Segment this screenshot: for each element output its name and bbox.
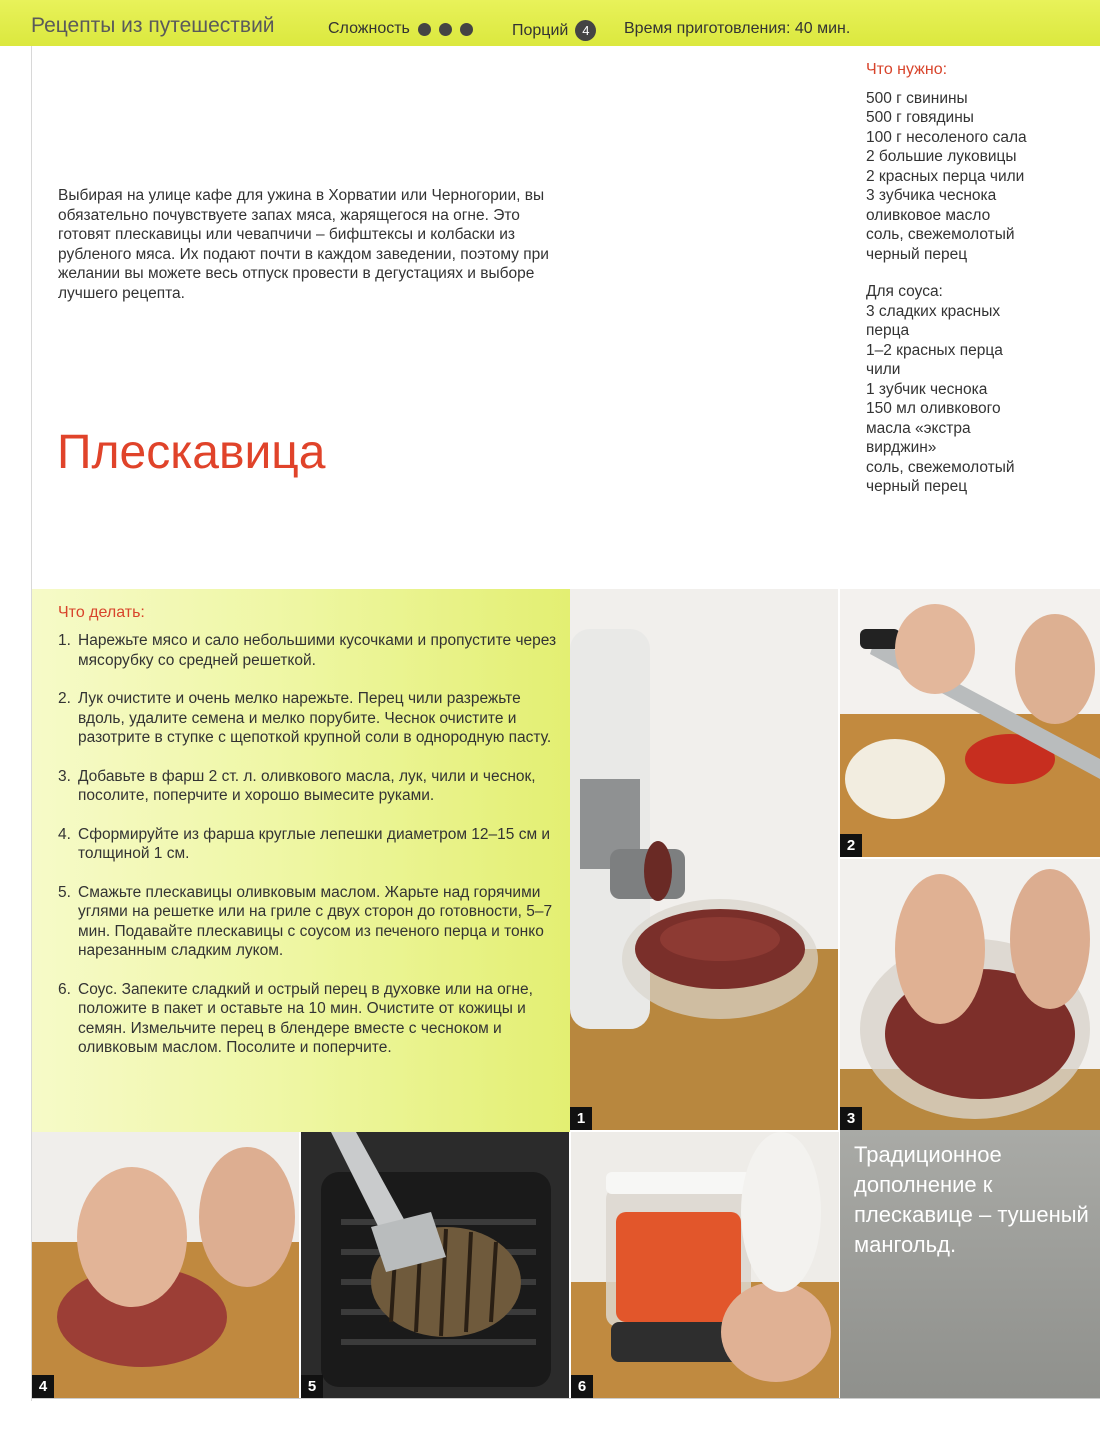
step-number: 1. bbox=[58, 632, 71, 649]
chopping-image bbox=[840, 589, 1100, 857]
photo-number-badge: 2 bbox=[840, 834, 862, 857]
step-number: 4. bbox=[58, 825, 71, 843]
intro-paragraph: Выбирая на улице кафе для ужина в Хорватии или Черногории, вы обязательно почувствуете запах мяса, жарящегося на огне. Это готовят плескавицы или чевапчичи – бифштексы и колбаски из рубленого мяса. Их подают почти в каждом заведении, поэтому при желании вы можете весь отпуск провести в дегустациях и выборе лучшего рецепта. bbox=[58, 187, 549, 302]
ingredients-panel bbox=[866, 60, 1086, 497]
photo-grilling bbox=[301, 1132, 569, 1398]
ingredient-item: соль, свежемолотый bbox=[866, 226, 1015, 243]
step-number: 5. bbox=[58, 883, 71, 901]
sauce-ingredient-item: чили bbox=[866, 361, 901, 378]
step-text: Лук очистите и очень мелко нарежьте. Перец чили разрежьте вдоль, удалите семена и мелко порубите. Чеснок очистите и разотрите в ступке с щепоткой крупной соли в однородную пасту. bbox=[78, 690, 552, 746]
sauce-ingredient-item: перца bbox=[866, 322, 910, 339]
ingredient-item: 500 г говядины bbox=[866, 109, 974, 126]
steps-panel bbox=[32, 589, 570, 1132]
difficulty-dot-icon bbox=[439, 23, 452, 36]
photo-chopping bbox=[840, 589, 1100, 857]
blender-image bbox=[571, 1132, 839, 1398]
step-number: 3. bbox=[58, 767, 71, 785]
ingredient-item: 3 зубчика чеснока bbox=[866, 187, 997, 204]
forming-patty-image bbox=[32, 1132, 299, 1398]
servings-label: Порций bbox=[512, 21, 569, 39]
ingredient-item: 2 красных перца чили bbox=[866, 167, 1025, 185]
photo-number-badge: 5 bbox=[301, 1375, 323, 1398]
difficulty-dot-icon bbox=[418, 23, 431, 36]
photo-number-badge: 3 bbox=[840, 1107, 862, 1130]
difficulty-label: Сложность bbox=[328, 20, 410, 37]
sauce-ingredient-item: 3 сладких красных bbox=[866, 302, 1001, 320]
ingredient-item: 500 г свинины bbox=[866, 89, 968, 107]
step-number: 2. bbox=[58, 690, 71, 707]
photo-number-badge: 4 bbox=[32, 1375, 54, 1398]
section-title: Рецепты из путешествий bbox=[31, 14, 275, 37]
sauce-ingredient-item: 1–2 красных перца bbox=[866, 341, 1003, 359]
photo-blender bbox=[571, 1132, 839, 1398]
step-text: Соус. Запеките сладкий и острый перец в духовке или на огне, положите в пакет и оставьте на 10 мин. Очистите от кожицы и семян. Измельчите перец в блендере вместе с чесноком и оливковым маслом. Посолите и поперчите. bbox=[78, 980, 533, 1056]
photo-mixing bbox=[840, 859, 1100, 1130]
step-text: Нарежьте мясо и сало небольшими кусочками и пропустите через мясорубку со средней решеткой. bbox=[78, 632, 557, 669]
sauce-ingredient-item: вирджин» bbox=[866, 439, 937, 456]
sauce-ingredient-item: масла «экстра bbox=[866, 419, 971, 437]
ingredient-item: оливковое масло bbox=[866, 206, 991, 224]
side-note-text: Традиционное дополнение к плескавице – тушеный мангольд. bbox=[854, 1142, 1089, 1257]
step-item bbox=[58, 689, 558, 748]
ingredients-list bbox=[866, 89, 1086, 265]
sauce-ingredients-list bbox=[866, 302, 1086, 497]
sauce-heading: Для соуса: bbox=[866, 283, 943, 300]
photo-number-badge: 6 bbox=[571, 1375, 593, 1398]
step-text: Добавьте в фарш 2 ст. л. оливкового масла, лук, чили и чеснок, посолите, поперчите и хорошо вымесите руками. bbox=[78, 767, 536, 804]
meat-grinder-image bbox=[570, 589, 838, 1130]
photo-meat-grinder bbox=[570, 589, 838, 1130]
servings-indicator bbox=[512, 20, 596, 41]
side-note-box bbox=[840, 1130, 1100, 1398]
sauce-ingredient-item: соль, свежемолотый bbox=[866, 458, 1015, 476]
step-text: Смажьте плескавицы оливковым маслом. Жарьте над горячими углями на решетке или на гриле с двух сторон до готовности, 5–7 мин. Подавайте плескавицы с соусом из печеного перца и тонко нарезанным сладким луком. bbox=[78, 883, 553, 959]
step-text: Сформируйте из фарша круглые лепешки диаметром 12–15 см и толщиной 1 см. bbox=[78, 825, 551, 862]
step-item bbox=[58, 883, 558, 961]
sauce-ingredient-item: 150 мл оливкового bbox=[866, 400, 1001, 417]
steps-list bbox=[58, 631, 558, 1077]
step-number: 6. bbox=[58, 980, 71, 998]
header-bar bbox=[0, 0, 1100, 46]
ingredient-item: 100 г несоленого сала bbox=[866, 128, 1027, 146]
steps-heading: Что делать: bbox=[58, 604, 145, 621]
difficulty-indicator bbox=[328, 20, 473, 38]
servings-value: 4 bbox=[575, 20, 596, 41]
difficulty-dot-icon bbox=[460, 23, 473, 36]
ingredients-heading: Что нужно: bbox=[866, 61, 948, 78]
sauce-ingredient-item: черный перец bbox=[866, 478, 968, 495]
recipe-title: Плескавица bbox=[57, 426, 326, 479]
ingredient-item: черный перец bbox=[866, 245, 968, 263]
ingredient-item: 2 большие луковицы bbox=[866, 148, 1017, 165]
step-item bbox=[58, 767, 558, 806]
photo-forming-patty bbox=[32, 1132, 299, 1398]
page-bottom-rule bbox=[32, 1398, 1100, 1399]
photo-number-badge: 1 bbox=[570, 1107, 592, 1130]
cooking-time: Время приготовления: 40 мин. bbox=[624, 20, 851, 37]
step-item bbox=[58, 631, 558, 670]
grilling-image bbox=[301, 1132, 569, 1398]
mixing-image bbox=[840, 859, 1100, 1130]
step-item bbox=[58, 825, 558, 864]
sauce-ingredient-item: 1 зубчик чеснока bbox=[866, 380, 988, 398]
step-item bbox=[58, 980, 558, 1058]
